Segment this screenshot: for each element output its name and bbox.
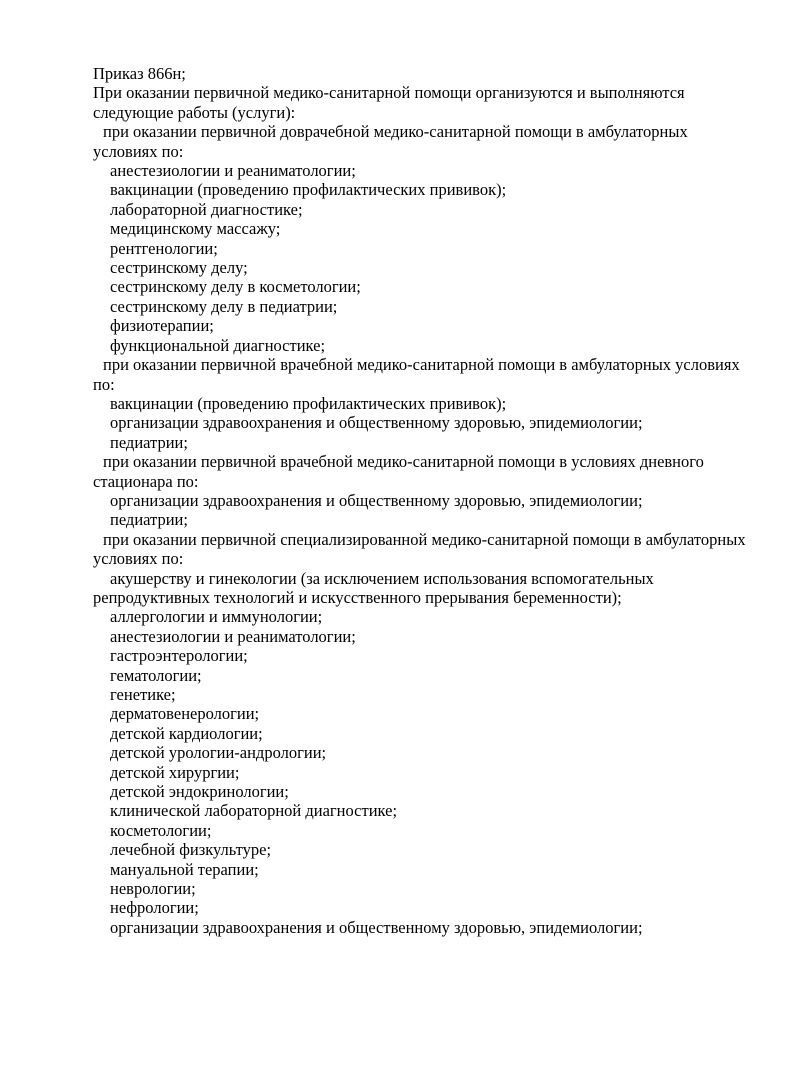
service-item: сестринскому делу; [110,258,248,278]
service-item: дерматовенерологии; [110,704,260,724]
service-item: вакцинации (проведению профилактических прививок); [110,393,507,413]
service-item: гастроэнтерологии; [110,646,248,666]
service-item: лабораторной диагностике; [110,199,303,219]
order-number-line: Приказ 866н; [93,64,186,83]
service-item: детской хирургии; [110,762,240,782]
service-item: функциональной диагностике; [110,335,326,355]
service-item: организации здравоохранения и общественному здоровью, эпидемиологии; [110,917,643,937]
document-text-block [93,64,749,937]
service-item: анестезиологии и реаниматологии; [110,626,356,646]
service-item: сестринскому делу в косметологии; [110,277,361,297]
service-item: лечебной физкультуре; [110,840,272,860]
service-item: косметологии; [110,820,212,840]
service-item: педиатрии; [110,510,188,530]
sections-container [93,122,749,937]
service-item: организации здравоохранения и общественному здоровью, эпидемиологии; [110,490,643,510]
service-item: медицинскому массажу; [110,219,281,239]
service-item: анестезиологии и реаниматологии; [110,161,356,181]
service-item: генетике; [110,685,176,704]
section-heading: при оказании первичной врачебной медико-санитарной помощи в условиях дневного стационара по: [93,452,704,491]
service-item: неврологии; [110,879,196,899]
service-item: детской эндокринологии; [110,782,289,802]
service-item: физиотерапии; [110,316,214,336]
service-item: клинической лабораторной диагностике; [110,801,398,821]
service-item: аллергологии и иммунологии; [110,607,323,627]
service-item: детской кардиологии; [110,723,263,743]
service-item: вакцинации (проведению профилактических прививок); [110,180,507,200]
section-heading: при оказании первичной доврачебной медико-санитарной помощи в амбулаторных условиях по: [93,122,688,161]
service-item: гематологии; [110,665,202,685]
service-item: рентгенологии; [110,238,218,258]
service-item: организации здравоохранения и общественному здоровью, эпидемиологии; [110,413,643,433]
service-item: мануальной терапии; [110,859,259,879]
service-item: сестринскому делу в педиатрии; [110,296,338,316]
section-heading: при оказании первичной специализированной медико-санитарной помощи в амбулаторных условиях по: [93,529,746,569]
service-item: акушерству и гинекологии (за исключением использования вспомогательных репродуктивных технологий и искусственного прерывания беременности); [93,568,654,607]
intro-paragraph: При оказании первичной медико-санитарной помощи организуются и выполняются следующие работы (услуги): [93,83,685,122]
service-item: детской урологии-андрологии; [110,743,327,763]
service-item: нефрологии; [110,898,199,918]
service-item: педиатрии; [110,432,188,452]
section-heading: при оказании первичной врачебной медико-санитарной помощи в амбулаторных условиях по: [93,355,740,394]
